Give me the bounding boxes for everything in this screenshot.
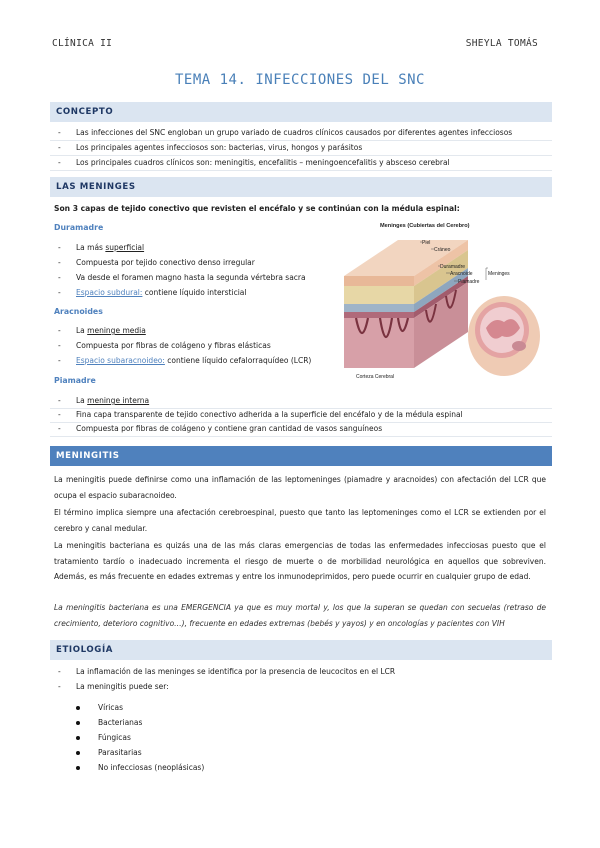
subdural-link[interactable]: Espacio subdural: <box>76 288 143 297</box>
emergency-note: La meningitis bacteriana es una EMERGENCIA ya que es muy mortal y, los que la superan se quedan con secuelas (retraso de crecimiento, deterioro cognitivo…), frecuente en edades extremas (bebés y yayos) y en oncologías y pacientes con VIH <box>54 603 546 628</box>
list-item: - Los principales cuadros clínicos son: meningitis, encefalitis – meningoencefalitis y absceso cerebral <box>50 158 552 171</box>
meninges-lead: Son 3 capas de tejido conectivo que revisten el encéfalo y se continúan con la médula espinal: <box>54 204 460 213</box>
paragraph: La meningitis puede definirse como una inflamación de las leptomeninges (piamadre y aracnoides) con afectación del LCR que ocupa el espacio subaracnoideo. <box>54 475 546 500</box>
piamadre-label: Piamadre <box>54 376 96 385</box>
section-meningitis-heading: MENINGITIS <box>50 446 552 466</box>
list-item: - La meninge interna <box>50 396 552 409</box>
list-item: - Compuesta por fibras de colágeno y contiene gran cantidad de vasos sanguíneos <box>50 424 552 437</box>
label-corteza: Corteza Cerebral <box>356 374 395 380</box>
section-concepto-heading: CONCEPTO <box>50 102 552 122</box>
figure-title: Meninges (Cubiertas del Cerebro) <box>380 223 470 229</box>
label-piamadre: Piamadre <box>458 279 480 285</box>
cortex-block <box>344 318 414 368</box>
page-title: TEMA 14. INFECCIONES DEL SNC <box>174 72 425 88</box>
label-aracnoide: Aracnoide <box>450 271 473 277</box>
list-item: - Los principales agentes infecciosos son: bacterias, virus, hongos y parásitos <box>50 143 552 156</box>
section-etiologia-heading: ETIOLOGÍA <box>50 640 552 660</box>
list-item: - Fina capa transparente de tejido conectivo adherida a la superficie del encéfalo y de la médula espinal <box>50 410 552 423</box>
list-item: - Las infecciones del SNC engloban un grupo variado de cuadros clínicos causados por diferentes agentes infecciosos <box>50 128 552 141</box>
skull-layer <box>344 286 414 304</box>
duramadre-label: Duramadre <box>54 223 104 232</box>
subaracnoideo-link[interactable]: Espacio subaracnoideo: <box>76 356 165 365</box>
section-meninges-heading: LAS MENINGES <box>50 177 552 197</box>
label-piel: Piel <box>422 240 431 246</box>
header-course: CLÍNICA II <box>52 38 113 49</box>
meninges-illustration <box>336 218 552 384</box>
aracnoides-label: Aracnoides <box>54 307 103 316</box>
paragraph: La meningitis bacteriana es quizás una de las más claras emergencias de todas las enfermedades infecciosas puesto que el tratamiento tardío o inadecuado incrementa el riesgo de muerte o de morbilidad neurológica en aquellos que sobreviven. Además, es más frecuente en edades extremas y entre los inmunodeprimidos, pero puede ocurrir en cualquier grupo de edad. <box>54 541 546 581</box>
arachnoid-layer <box>344 312 414 318</box>
label-craneo: Cráneo <box>434 247 451 253</box>
label-meninges: Meninges <box>488 271 510 277</box>
paragraph: El término implica siempre una afectación cerebroespinal, puesto que tanto las leptomeninges como el LCR se extienden por el cerebro y canal medular. <box>54 508 546 533</box>
label-duramadre: Duramadre <box>440 264 466 270</box>
header-author: SHEYLA TOMÁS <box>465 38 538 49</box>
dura-layer <box>344 304 414 312</box>
